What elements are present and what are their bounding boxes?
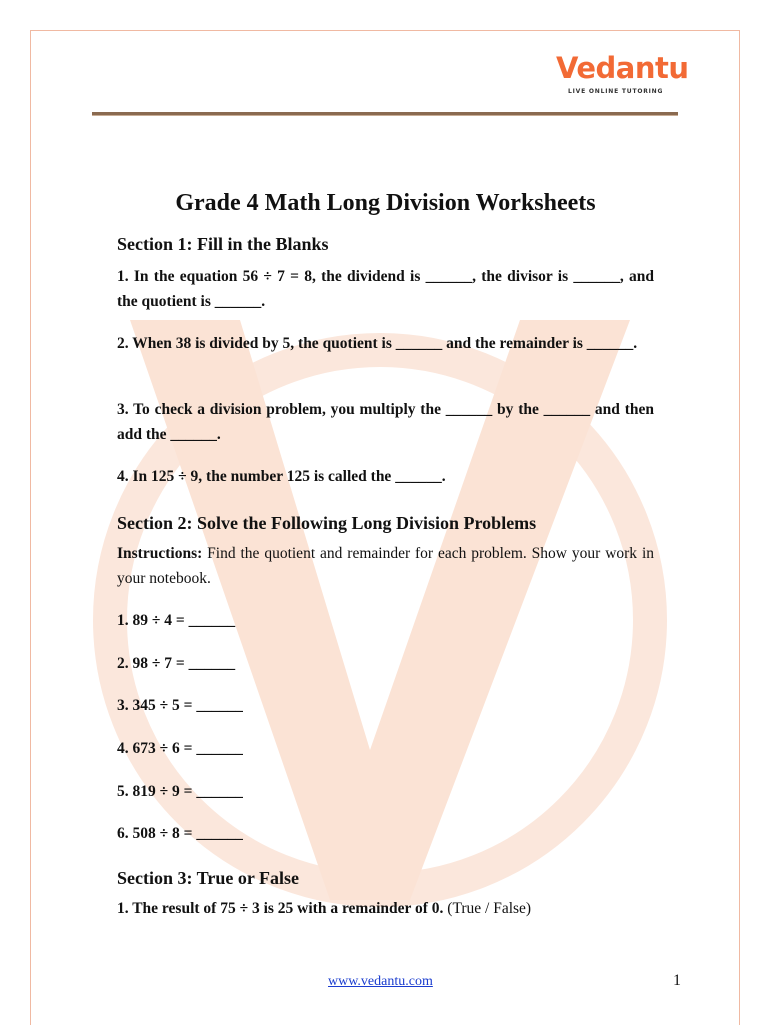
fill-blank-question-3: 3. To check a division problem, you multiply the ______ by the ______ and then add the ______. (117, 401, 654, 443)
footer-website-link[interactable]: www.vedantu.com (328, 974, 433, 989)
instructions-label: Instructions: (117, 545, 203, 562)
instructions-text: Find the quotient and remainder for each problem. Show your work in your notebook. (117, 545, 655, 587)
section1-heading: Section 1: Fill in the Blanks (117, 234, 329, 254)
division-problem-5: 5. 819 ÷ 9 = ______ (117, 783, 243, 800)
section2-heading: Section 2: Solve the Following Long Division Problems (117, 513, 537, 533)
fill-blank-question-4: 4. In 125 ÷ 9, the number 125 is called the ______. (117, 468, 446, 485)
true-false-question-1 (117, 896, 654, 921)
page-title: Grade 4 Math Long Division Worksheets (175, 190, 596, 216)
section3-heading: Section 3: True or False (117, 868, 299, 888)
division-problem-1: 1. 89 ÷ 4 = ______ (117, 612, 236, 629)
vedantu-logo[interactable] (556, 51, 689, 98)
fill-blank-question-2: 2. When 38 is divided by 5, the quotient is ______ and the remainder is ______. (117, 335, 638, 352)
division-problem-4: 4. 673 ÷ 6 = ______ (117, 740, 243, 757)
logo-wordmark: Vedantu (556, 51, 689, 85)
true-false-options: (True / False) (447, 900, 532, 917)
division-problem-2: 2. 98 ÷ 7 = ______ (117, 655, 236, 672)
section2-instructions (117, 541, 654, 591)
logo-tagline: LIVE ONLINE TUTORING (568, 88, 664, 95)
fill-blank-question-1: 1. In the equation 56 ÷ 7 = 8, the dividend is ______, the divisor is ______, and the quotient is ______. (117, 268, 654, 310)
division-problem-6: 6. 508 ÷ 8 = ______ (117, 825, 243, 842)
division-problem-3: 3. 345 ÷ 5 = ______ (117, 697, 243, 714)
true-false-statement: 1. The result of 75 ÷ 3 is 25 with a remainder of 0. (117, 900, 444, 917)
header-divider (92, 112, 678, 116)
page-number: 1 (673, 972, 681, 989)
